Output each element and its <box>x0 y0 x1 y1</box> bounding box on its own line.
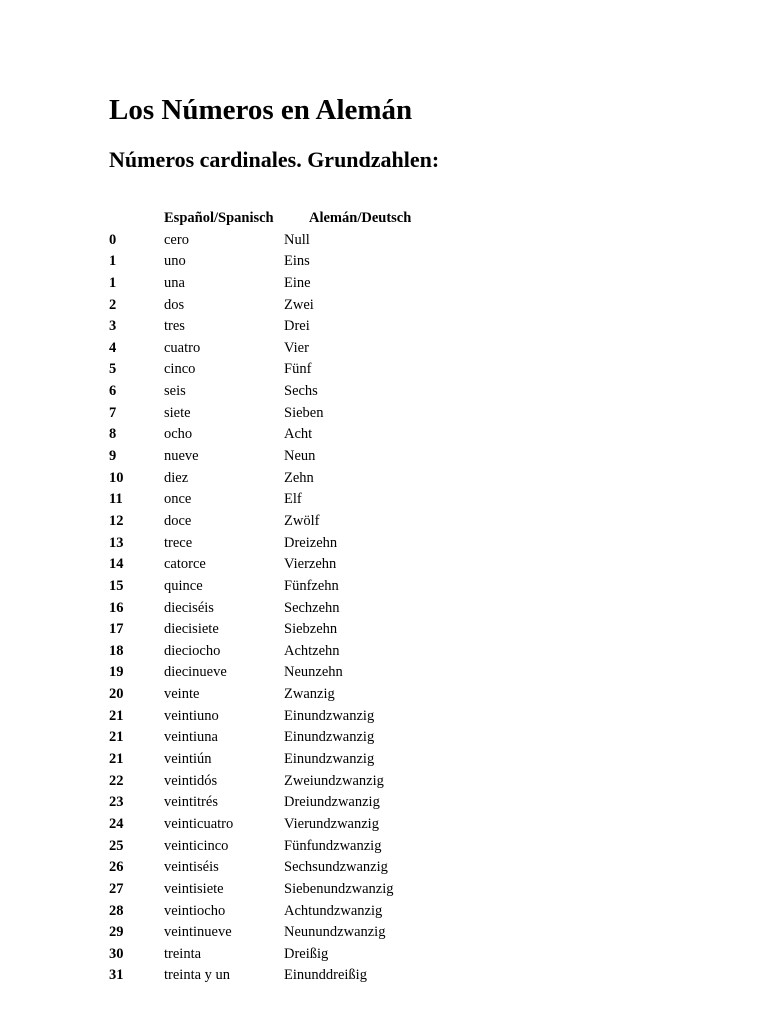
number-cell: 12 <box>109 512 124 529</box>
table-row <box>109 684 529 706</box>
number-cell: 31 <box>109 967 124 984</box>
header-number <box>109 208 164 230</box>
table-row <box>109 792 529 814</box>
spanish-cell: veintinueve <box>164 924 232 941</box>
german-cell: Neunzehn <box>284 664 343 681</box>
german-cell: Vierzehn <box>284 556 337 573</box>
spanish-cell: una <box>164 274 185 291</box>
spanish-cell: cinco <box>164 361 196 378</box>
number-cell: 19 <box>109 664 124 681</box>
spanish-cell: nueve <box>164 448 199 465</box>
number-cell: 14 <box>109 556 124 573</box>
german-cell: Elf <box>284 491 302 508</box>
number-cell: 20 <box>109 686 124 703</box>
german-cell: Zehn <box>284 469 314 486</box>
spanish-cell: cero <box>164 231 189 248</box>
german-cell: Drei <box>284 318 310 335</box>
number-cell: 11 <box>109 491 123 508</box>
table-row <box>109 381 529 403</box>
number-cell: 18 <box>109 642 124 659</box>
table-row <box>109 359 529 381</box>
number-cell: 24 <box>109 815 124 832</box>
table-row <box>109 857 529 879</box>
number-cell: 22 <box>109 772 124 789</box>
german-cell: Dreißig <box>284 945 329 962</box>
spanish-cell: veintiuna <box>164 729 218 746</box>
spanish-cell: dieciocho <box>164 642 221 659</box>
number-cell: 13 <box>109 534 124 551</box>
german-cell: Neunundzwanzig <box>284 924 386 941</box>
german-cell: Fünf <box>284 361 312 378</box>
number-cell: 17 <box>109 621 124 638</box>
german-cell: Zwei <box>284 296 314 313</box>
german-cell: Achtundzwanzig <box>284 902 383 919</box>
spanish-cell: once <box>164 491 192 508</box>
spanish-cell: dos <box>164 296 185 313</box>
german-cell: Achtzehn <box>284 642 340 659</box>
number-cell: 6 <box>109 383 117 400</box>
table-row <box>109 749 529 771</box>
spanish-cell: diecinueve <box>164 664 227 681</box>
number-cell: 7 <box>109 404 117 421</box>
spanish-cell: diez <box>164 469 189 486</box>
table-row <box>109 468 529 490</box>
german-cell: Eine <box>284 274 311 291</box>
number-cell: 23 <box>109 794 124 811</box>
table-row <box>109 316 529 338</box>
spanish-cell: tres <box>164 318 185 335</box>
number-cell: 1 <box>109 253 117 270</box>
number-cell: 10 <box>109 469 124 486</box>
german-cell: Fünfundzwanzig <box>284 837 382 854</box>
table-row <box>109 727 529 749</box>
german-cell: Einundzwanzig <box>284 729 375 746</box>
number-cell: 2 <box>109 296 117 313</box>
table-row <box>109 641 529 663</box>
german-cell: Dreiundzwanzig <box>284 794 380 811</box>
spanish-cell: veintiséis <box>164 859 219 876</box>
number-cell: 28 <box>109 902 124 919</box>
table-row <box>109 965 529 987</box>
number-cell: 15 <box>109 577 124 594</box>
table-row <box>109 944 529 966</box>
table-row <box>109 619 529 641</box>
german-cell: Sechzehn <box>284 599 340 616</box>
german-cell: Einundzwanzig <box>284 751 375 768</box>
german-cell: Einundzwanzig <box>284 707 375 724</box>
table-row <box>109 533 529 555</box>
table-row <box>109 879 529 901</box>
number-cell: 26 <box>109 859 124 876</box>
german-cell: Zweiundzwanzig <box>284 772 384 789</box>
spanish-cell: seis <box>164 383 186 400</box>
spanish-cell: siete <box>164 404 191 421</box>
spanish-cell: trece <box>164 534 193 551</box>
table-row <box>109 771 529 793</box>
spanish-cell: dieciséis <box>164 599 214 616</box>
table-row <box>109 424 529 446</box>
table-header-row <box>109 208 529 230</box>
header-spanish: Español/Spanisch <box>164 210 274 226</box>
number-cell: 21 <box>109 751 124 768</box>
german-cell: Dreizehn <box>284 534 338 551</box>
spanish-cell: veintidós <box>164 772 218 789</box>
spanish-cell: veinte <box>164 686 200 703</box>
number-cell: 3 <box>109 318 117 335</box>
table-row <box>109 901 529 923</box>
table-row <box>109 576 529 598</box>
table-body <box>109 230 529 987</box>
german-cell: Vierundzwanzig <box>284 815 379 832</box>
page-title: Los Números en Alemán <box>109 94 413 126</box>
spanish-cell: veintiocho <box>164 902 226 919</box>
table-row <box>109 295 529 317</box>
table-row <box>109 836 529 858</box>
number-cell: 21 <box>109 707 124 724</box>
number-cell: 4 <box>109 339 117 356</box>
table-row <box>109 922 529 944</box>
german-cell: Sechs <box>284 383 318 400</box>
number-cell: 1 <box>109 274 117 291</box>
spanish-cell: treinta y un <box>164 967 231 984</box>
spanish-cell: doce <box>164 512 192 529</box>
german-cell: Null <box>284 231 310 248</box>
number-cell: 30 <box>109 945 124 962</box>
german-cell: Siebenundzwanzig <box>284 880 394 897</box>
page-subtitle: Números cardinales. Grundzahlen: <box>109 147 440 172</box>
german-cell: Neun <box>284 448 316 465</box>
number-cell: 29 <box>109 924 124 941</box>
german-cell: Sieben <box>284 404 324 421</box>
spanish-cell: veinticinco <box>164 837 229 854</box>
table-row <box>109 446 529 468</box>
german-cell: Fünfzehn <box>284 577 339 594</box>
german-cell: Zwanzig <box>284 686 335 703</box>
number-cell: 21 <box>109 729 124 746</box>
german-cell: Sechsundzwanzig <box>284 859 388 876</box>
table-row <box>109 251 529 273</box>
number-cell: 25 <box>109 837 124 854</box>
table-row <box>109 338 529 360</box>
table-row <box>109 511 529 533</box>
german-cell: Siebzehn <box>284 621 338 638</box>
table-row <box>109 814 529 836</box>
spanish-cell: diecisiete <box>164 621 219 638</box>
number-cell: 0 <box>109 231 117 248</box>
spanish-cell: veinticuatro <box>164 815 234 832</box>
number-cell: 9 <box>109 448 117 465</box>
table-row <box>109 554 529 576</box>
number-cell: 16 <box>109 599 124 616</box>
german-cell: Acht <box>284 426 313 443</box>
german-cell: Eins <box>284 253 310 270</box>
spanish-cell: catorce <box>164 556 206 573</box>
number-cell: 8 <box>109 426 117 443</box>
table-row <box>109 598 529 620</box>
spanish-cell: quince <box>164 577 203 594</box>
numbers-table <box>109 208 529 987</box>
table-row <box>109 706 529 728</box>
spanish-cell: uno <box>164 253 186 270</box>
spanish-cell: veintiuno <box>164 707 219 724</box>
table-row <box>109 230 529 252</box>
spanish-cell: veintitrés <box>164 794 218 811</box>
table-row <box>109 403 529 425</box>
number-cell: 5 <box>109 361 117 378</box>
spanish-cell: treinta <box>164 945 202 962</box>
number-cell: 27 <box>109 880 124 897</box>
table-row <box>109 489 529 511</box>
table-row <box>109 662 529 684</box>
table-row <box>109 273 529 295</box>
spanish-cell: cuatro <box>164 339 201 356</box>
spanish-cell: veintisiete <box>164 880 224 897</box>
spanish-cell: veintiún <box>164 751 212 768</box>
header-german: Alemán/Deutsch <box>309 210 412 226</box>
german-cell: Einunddreißig <box>284 967 367 984</box>
german-cell: Vier <box>284 339 309 356</box>
spanish-cell: ocho <box>164 426 193 443</box>
german-cell: Zwölf <box>284 512 320 529</box>
